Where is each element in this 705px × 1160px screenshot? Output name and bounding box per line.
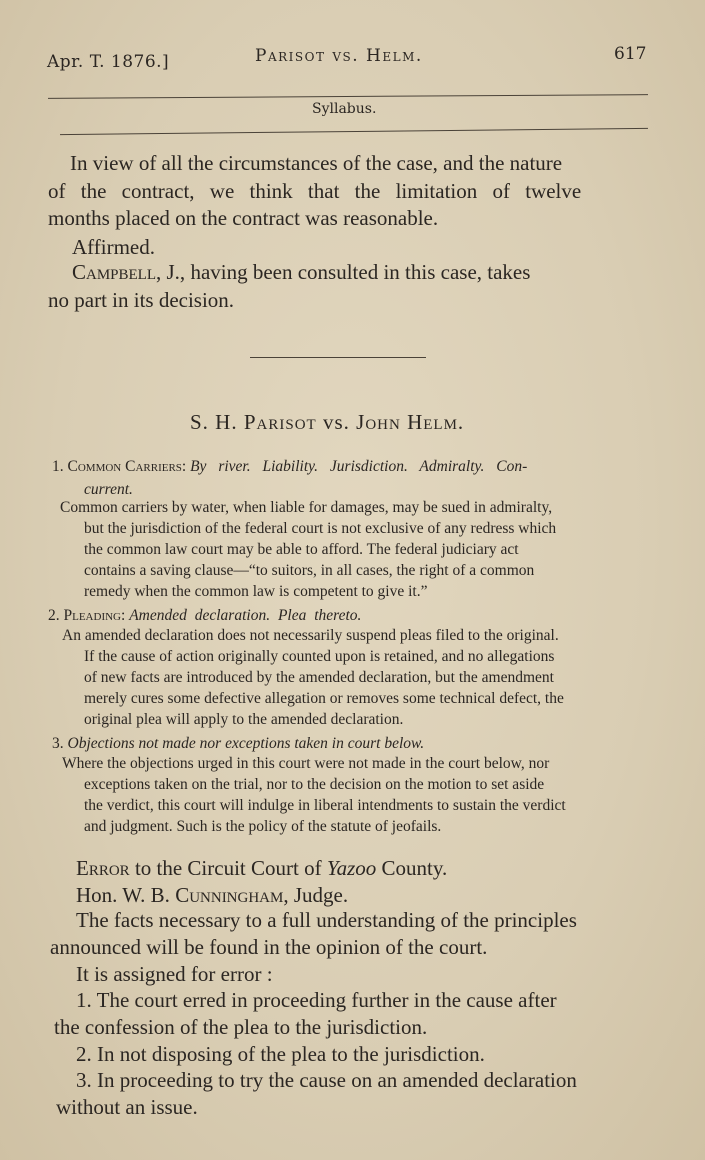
- headnote-heading: [52, 733, 424, 754]
- case-title-part: vs.: [316, 410, 357, 434]
- headnote-text: but the jurisdiction of the federal court is not exclusive of any redress which: [84, 520, 557, 537]
- running-head-case-title: Parisot vs. Helm.: [255, 46, 423, 66]
- headnote-text: the verdict, this court will indulge in liberal intendments to sustain the verdict: [84, 797, 566, 814]
- error-text: to the Circuit Court of: [129, 856, 327, 880]
- section-label: Syllabus.: [312, 101, 377, 117]
- headnote-subtopics-cont: current.: [84, 481, 133, 498]
- case-title-party: Parisot: [243, 410, 317, 434]
- error-to-line: [76, 853, 447, 883]
- headnote-text: exceptions taken on the trial, nor to the decision on the motion to set aside: [84, 776, 545, 793]
- headnote-number: 2.: [48, 607, 60, 624]
- body-text: The facts necessary to a full understanding of the principles: [76, 908, 577, 932]
- headnote-heading: [48, 605, 361, 626]
- case-title: [190, 410, 464, 435]
- headnote-number: 3.: [52, 735, 64, 752]
- case-title-part: S. H.: [190, 410, 244, 434]
- page-number: 617: [614, 44, 647, 64]
- case-separator-rule: [250, 357, 426, 358]
- headnote-text: Common carriers by water, when liable for damages, may be sued in admiralty,: [60, 499, 553, 516]
- judge-name: Cunningham: [175, 883, 284, 907]
- recused-judge-name: Campbell, J.,: [72, 260, 186, 284]
- headnote-text: contains a saving clause—“to suitors, in all cases, the right of a common: [84, 562, 535, 579]
- county-name: Yazoo: [326, 856, 377, 880]
- headnote-text: of new facts are introduced by the amended declaration, but the amendment: [84, 669, 554, 686]
- header-rule: [48, 94, 648, 99]
- body-text: announced will be found in the opinion of the court.: [50, 935, 488, 959]
- headnote-subtopics: Objections not made nor exceptions taken in court below.: [67, 735, 425, 752]
- headnote-text: remedy when the common law is competent to give it.”: [84, 583, 428, 600]
- headnote-text: and judgment. Such is the policy of the statute of jeofails.: [84, 818, 442, 835]
- error-assignment: the confession of the plea to the jurisdiction.: [54, 1015, 428, 1039]
- headnote-text: If the cause of action originally counted upon is retained, and no allegations: [84, 648, 555, 665]
- body-text: It is assigned for error :: [76, 962, 273, 986]
- headnote-text: Where the objections urged in this court were not made in the court below, nor: [62, 755, 550, 772]
- judge-prefix: Hon. W. B.: [76, 883, 176, 907]
- county-suffix: County.: [376, 856, 448, 880]
- headnote-heading: [52, 456, 527, 477]
- error-assignment: without an issue.: [56, 1095, 198, 1119]
- running-head-term: Apr. T. 1876.]: [47, 52, 170, 72]
- prior-case-line: months placed on the contract was reasonable.: [48, 206, 439, 230]
- error-assignment: 3. In proceeding to try the cause on an amended declaration: [76, 1068, 577, 1092]
- case-title-party: John Helm: [356, 410, 458, 434]
- headnote-text: original plea will apply to the amended declaration.: [84, 711, 404, 728]
- recusal-note-text: having been consulted in this case, takes: [185, 260, 531, 284]
- case-title-part: .: [457, 410, 465, 434]
- judge-suffix: , Judge.: [283, 883, 349, 907]
- syllabus-rule: [60, 128, 648, 135]
- headnote-text: An amended declaration does not necessarily suspend pleas filed to the original.: [62, 627, 559, 644]
- prior-case-line: of the contract, we think that the limitation of twelve: [48, 179, 582, 203]
- headnote-topic: Common Carriers:: [67, 458, 187, 475]
- headnote-text: the common law court may be able to afford. The federal judiciary act: [84, 541, 519, 558]
- recusal-note: [72, 257, 530, 287]
- error-assignment: 1. The court erred in proceeding further in the cause after: [76, 988, 557, 1012]
- headnote-subtopics: Amended declaration. Plea thereto.: [129, 607, 362, 624]
- prior-case-line: In view of all the circumstances of the case, and the nature: [70, 151, 563, 175]
- error-word: Error: [76, 856, 130, 880]
- affirmed-line: Affirmed.: [72, 235, 156, 259]
- headnote-number: 1.: [52, 458, 64, 475]
- headnote-subtopics: By river. Liability. Jurisdiction. Admiralty. Con-: [190, 458, 528, 475]
- error-assignment: 2. In not disposing of the plea to the jurisdiction.: [76, 1042, 485, 1066]
- headnote-topic: Pleading:: [63, 607, 126, 624]
- headnote-text: merely cures some defective allegation or removes some technical defect, the: [84, 690, 564, 707]
- recusal-note-line2: no part in its decision.: [48, 288, 235, 312]
